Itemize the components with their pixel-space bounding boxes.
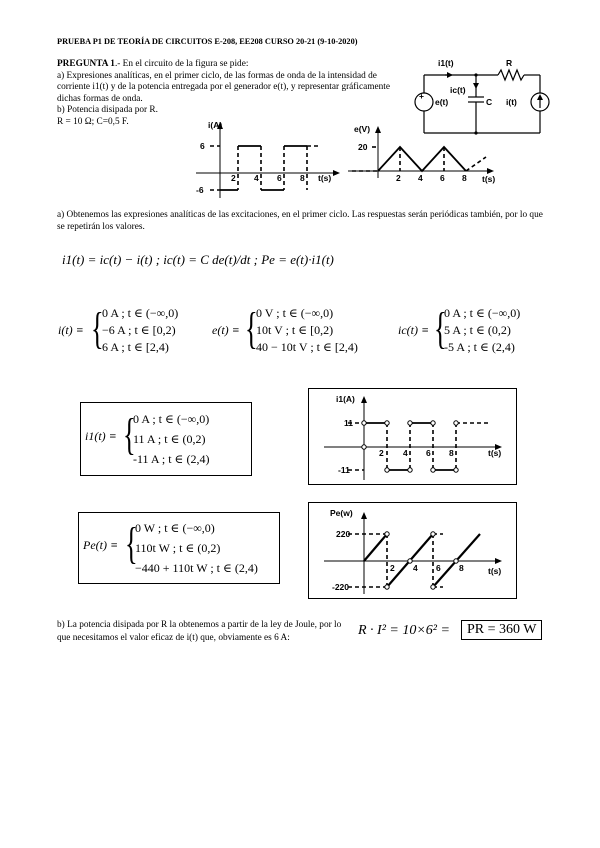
graph-pe-xlabel: t(s) [488,566,502,576]
graph-e-tick: 6 [440,173,445,183]
question-values: R = 10 Ω; C=0,5 F. [57,116,129,127]
question-intro: .- En el circuito de la figura se pide: [114,59,249,69]
graph-e-ylabel: e(V) [354,124,371,134]
graph-e-tick: 8 [462,173,467,183]
graph-pe-tick: 6 [436,563,441,573]
brace-icon: { [125,519,138,568]
system-i1-lhs: i1(t) ≡ [85,429,117,443]
solution-a-text: a) Obtenemos las expresiones analíticas de las excitaciones, en el primer ciclo. Las respuestas serán periódicas también, por lo que se repetirán los valores. [57,210,543,232]
graph-e-tick: 4 [418,173,423,183]
system-e-row: 10t V ; t ∈ [0,2) [256,323,334,337]
main-equation: i1(t) = ic(t) − i(t) ; ic(t) = C de(t)/dt ; Pe = e(t)·i1(t) [62,252,334,267]
graph-i-source [186,118,346,203]
system-i-lhs: i(t) ≡ [58,323,84,337]
graph-i-tick: 6 [277,173,282,183]
system-i1-row: 0 A ; t ∈ (−∞,0) [133,412,210,426]
graph-i1-tick: 4 [403,448,408,458]
brace-icon: { [245,304,258,353]
system-pe-row: 110t W ; t ∈ (0,2) [135,541,221,555]
brace-icon: { [91,304,104,353]
graph-e-ytop: 20 [358,142,368,152]
graph-pe-tick: 4 [413,563,418,573]
system-i1-box [80,402,252,476]
graph-i-ylabel: i(A) [208,120,223,130]
system-pe-row: 0 W ; t ∈ (−∞,0) [135,521,215,535]
graph-i1-ylabel: i1(A) [336,394,355,404]
system-ic-row: -5 A ; t ∈ (2,4) [444,340,515,354]
label-ic: ic(t) [450,85,466,95]
system-pe-row: −440 + 110t W ; t ∈ (2,4) [135,561,258,575]
system-pe-lhs: Pe(t) ≡ [83,538,119,552]
graph-pe-ytop: 220 [336,529,351,539]
page-title: PRUEBA P1 DE TEORÍA DE CIRCUITOS E-208, EE208 CURSO 20-21 (9-10-2020) [57,37,358,46]
system-i-row: 0 A ; t ∈ (−∞,0) [102,306,179,320]
system-ic-row: 5 A ; t ∈ (0,2) [444,323,511,337]
label-e: e(t) [435,97,449,107]
graph-e-tick: 2 [396,173,401,183]
system-e-lhs: e(t) ≡ [212,323,240,337]
graph-i1 [308,388,518,486]
system-i-row: 6 A ; t ∈ [2,4) [102,340,169,354]
system-pe-box [78,512,280,584]
question-label: PREGUNTA 1 [57,59,115,69]
joule-equation: R · I² = 10×6² = [358,623,450,638]
system-e-row: 0 V ; t ∈ (−∞,0) [256,306,334,320]
graph-i1-tick: 8 [449,448,454,458]
graph-i-tick: 4 [254,173,259,183]
system-e-row: 40 − 10t V ; t ∈ [2,4) [256,340,358,354]
graph-pe-ylabel: Pe(w) [330,508,353,518]
label-C: C [486,97,493,107]
brace-icon: { [123,410,136,459]
question-part-a: a) Expresiones analíticas, en el primer ciclo, de las formas de onda de la intensidad de corriente i1(t) y de la potencia entregada por el generador e(t), y representar gráficamente dichas formas de onda. [57,70,390,104]
graph-i1-tick: 6 [426,448,431,458]
graph-i-tick: 8 [300,173,305,183]
system-i1-row: 11 A ; t ∈ (0,2) [133,432,206,446]
system-i-row: −6 A ; t ∈ [0,2) [102,323,176,337]
graph-i-ytop: 6 [200,141,205,151]
label-plus: + [419,91,424,101]
label-i1: i1(t) [438,58,454,68]
graph-i-ybot: -6 [196,185,204,195]
label-R: R [506,58,513,68]
graph-i1-xlabel: t(s) [488,448,502,458]
system-ic-row: 0 A ; t ∈ (−∞,0) [444,306,521,320]
graph-pe [308,502,518,600]
graph-e-xlabel: t(s) [482,174,496,184]
system-ic-lhs: ic(t) ≡ [398,323,430,337]
graph-pe-tick: 2 [390,563,395,573]
graph-i1-ybot: -11 [338,465,350,475]
graph-i1-ytop: 11 [344,418,353,428]
system-i1-row: -11 A ; t ∈ (2,4) [133,452,210,466]
graph-e-source [342,118,507,190]
solution-b-text: b) La potencia disipada por R la obtenemos a partir de la ley de Joule, por lo que necesitamos el valor eficaz de i(t) que, obviamente es 6 A: [57,620,342,643]
result-box: PR = 360 W [461,620,542,640]
question-part-b: b) Potencia disipada por R. [57,105,158,115]
brace-icon: { [434,304,447,353]
graph-pe-ybot: -220 [332,582,350,592]
graph-i1-tick: 2 [379,448,384,458]
graph-i-tick: 2 [231,173,236,183]
graph-pe-tick: 8 [459,563,464,573]
label-i: i(t) [506,97,517,107]
graph-i-xlabel: t(s) [318,173,332,183]
